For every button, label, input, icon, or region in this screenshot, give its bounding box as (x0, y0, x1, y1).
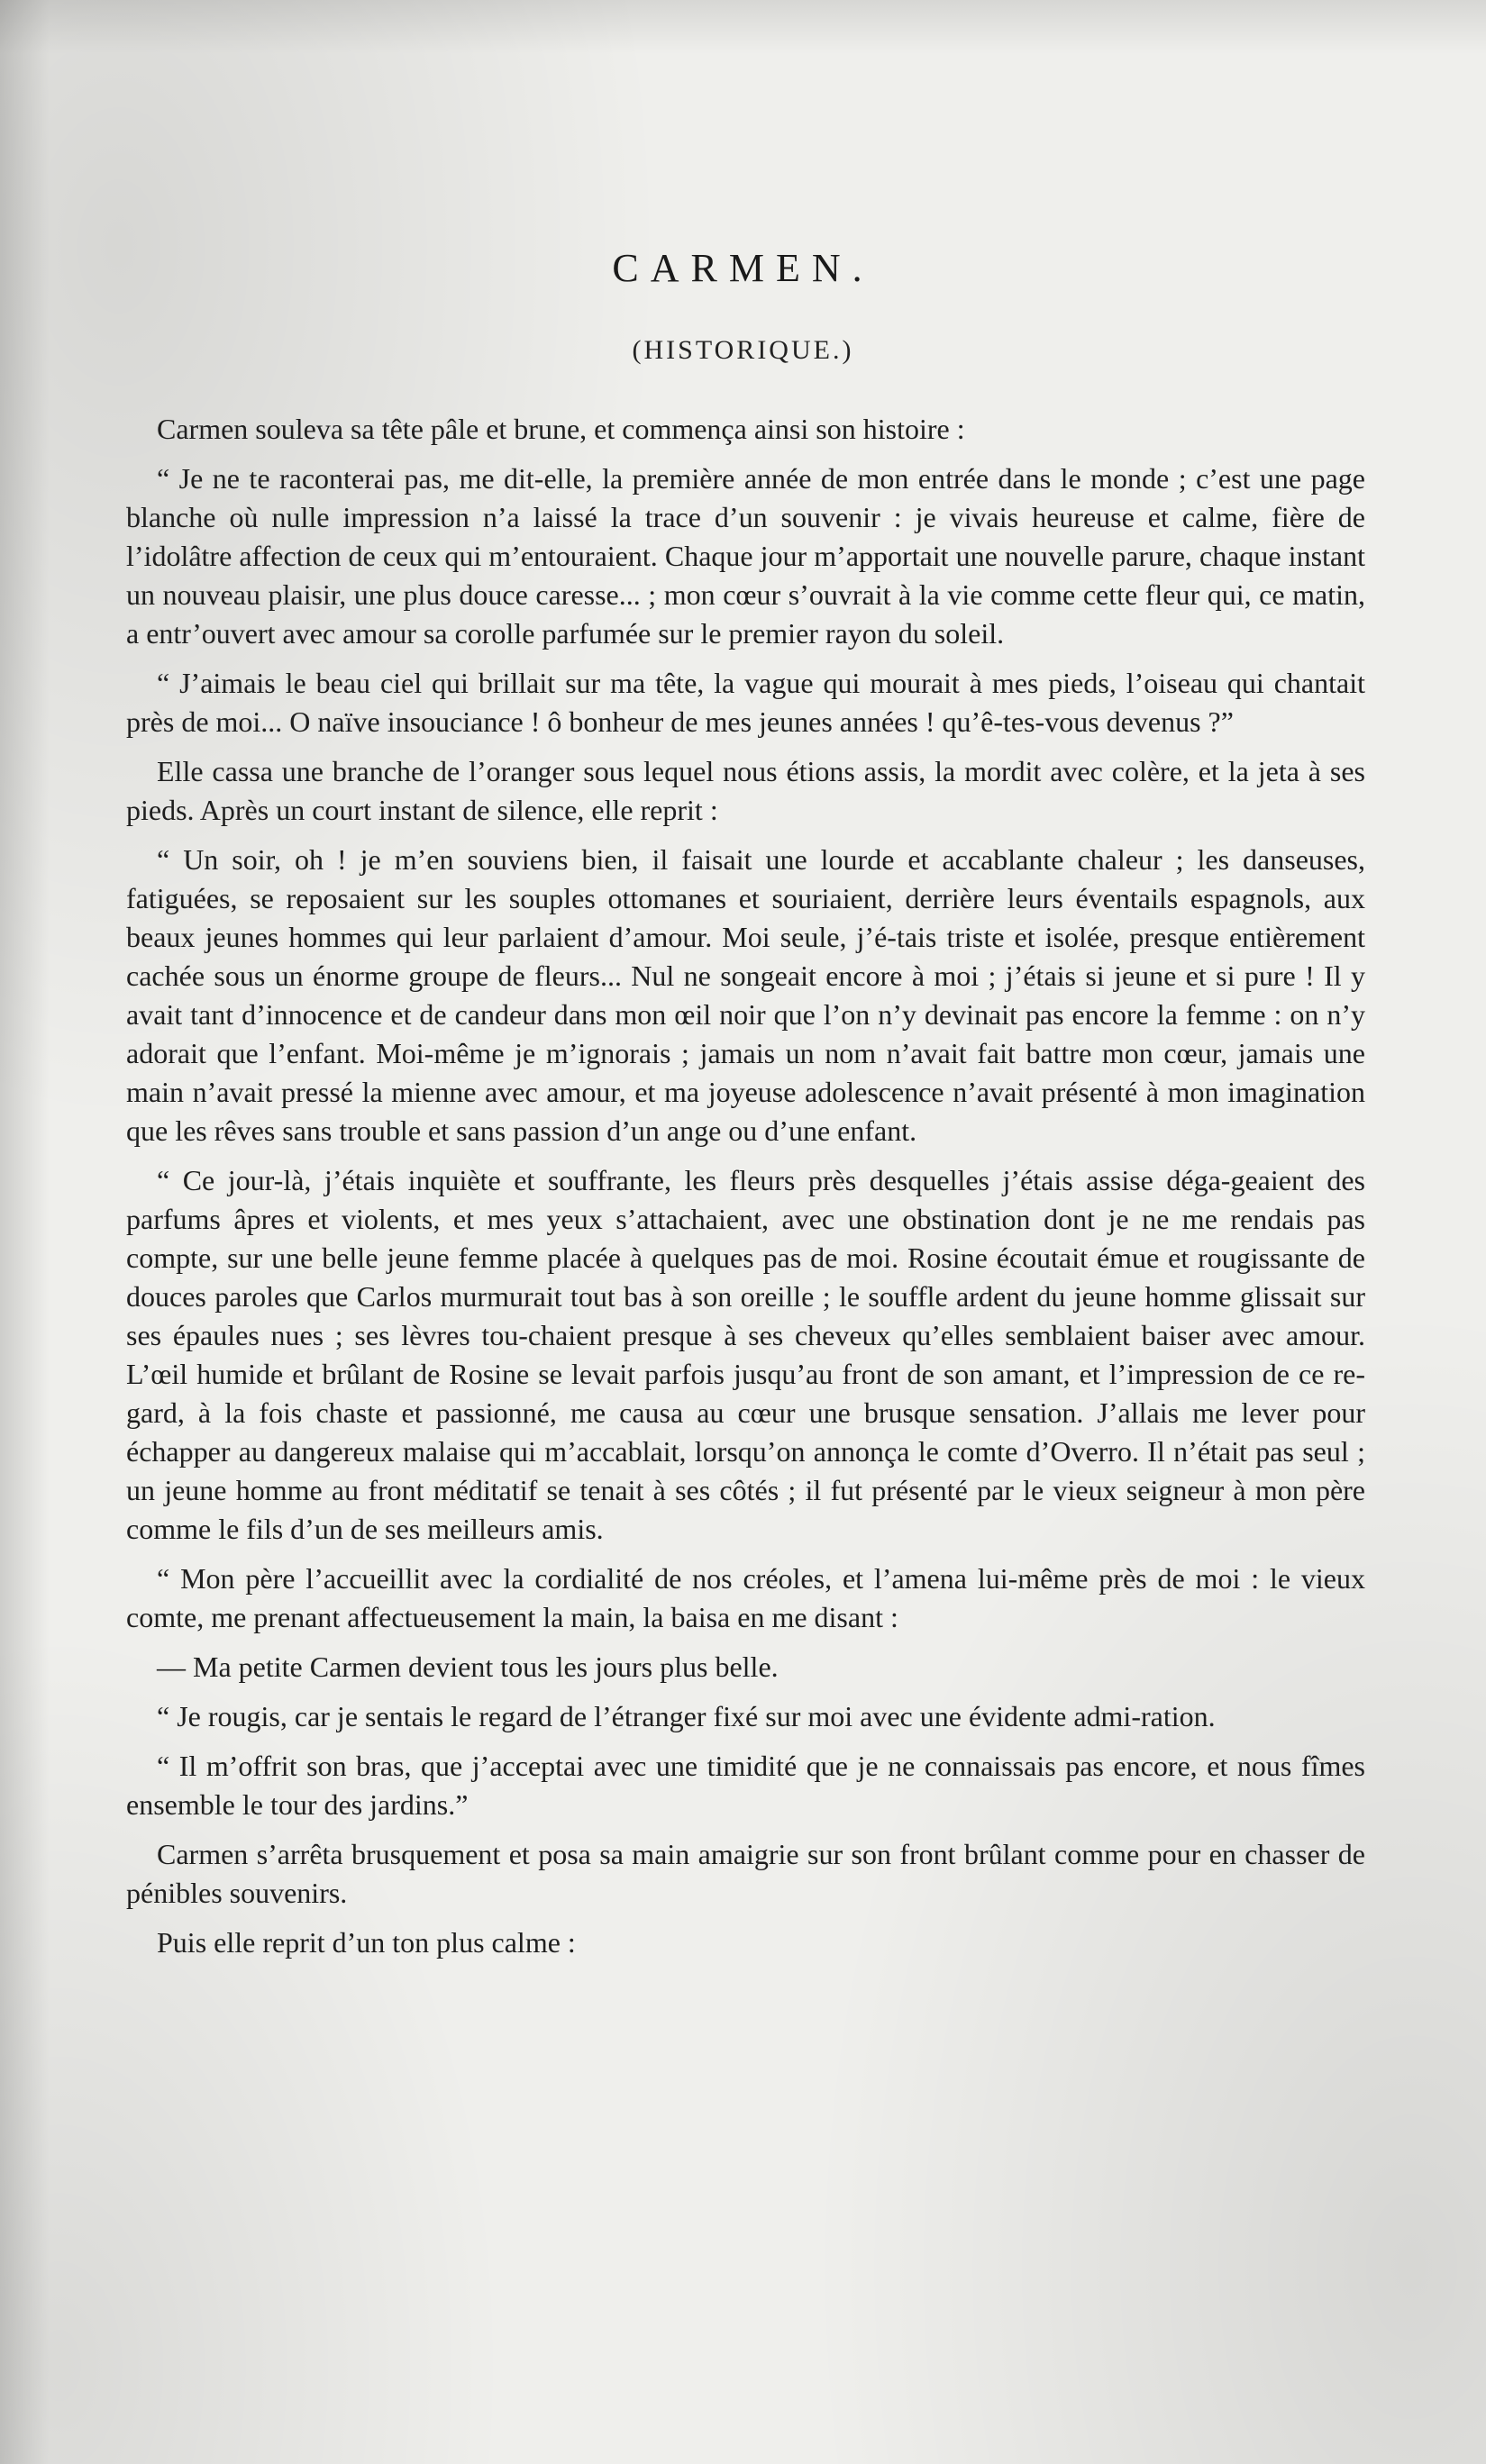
paragraph: “ J’aimais le beau ciel qui brillait sur ma tête, la vague qui mourait à mes pieds, l’oiseau qui chantait près de moi... O naïve insouciance ! ô bonheur de mes jeunes années ! qu’ê-tes-vous devenus ?” (126, 667, 1365, 738)
paragraph: “ Un soir, oh ! je m’en souviens bien, il faisait une lourde et accablante chaleur ; les danseuses, fatiguées, se reposaient sur les souples ottomanes et souriaient, derrière leurs éventails espagnols, aux beaux jeunes hommes qui leur parlaient d’amour. Moi seule, j’é-tais triste et isolée, presque entièrement cachée sous un énorme groupe de fleurs... Nul ne songeait encore à moi ; j’étais si jeune et si pure ! Il y avait tant d’innocence et de candeur dans mon œil noir que l’on n’y devinait pas encore la femme : on n’y adorait que l’enfant. Moi-même je m’ignorais ; jamais un nom n’avait fait battre mon cœur, jamais une main n’avait pressé la mienne avec amour, et ma joyeuse adolescence n’avait présenté à mon imagination que les rêves sans trouble et sans passion d’un ange ou d’une enfant. (126, 843, 1365, 1147)
body-text (126, 410, 1365, 1973)
chapter-subtitle: (HISTORIQUE.) (632, 335, 854, 365)
paragraph: Elle cassa une branche de l’oranger sous lequel nous étions assis, la mordit avec colère, et la jeta à ses pieds. Après un court instant de silence, elle reprit : (126, 755, 1365, 826)
paragraph: Carmen souleva sa tête pâle et brune, et commença ainsi son histoire : (157, 413, 965, 445)
paragraph: “ Je ne te raconterai pas, me dit-elle, la première année de mon entrée dans le monde ; c’est une page blanche où nulle impression n’a laissé la trace d’un souvenir : je vivais heureuse et calme, fière de l’idolâtre affection de ceux qui m’entouraient. Chaque jour m’apportait une nouvelle parure, chaque instant un nouveau plaisir, une plus douce caresse... ; mon cœur s’ouvrait à la vie comme cette fleur qui, ce matin, a entr’ouvert avec amour sa corolle parfumée sur le premier rayon du soleil. (126, 462, 1365, 650)
paragraph: — Ma petite Carmen devient tous les jours plus belle. (157, 1650, 779, 1683)
paragraph: “ Je rougis, car je sentais le regard de l’étranger fixé sur moi avec une évidente admi-ration. (157, 1700, 1216, 1732)
paragraph: “ Il m’offrit son bras, que j’acceptai avec une timidité que je ne connaissais pas encore, et nous fîmes ensemble le tour des jardins.” (126, 1750, 1365, 1821)
paragraph: Carmen s’arrêta brusquement et posa sa main amaigrie sur son front brûlant comme pour en chasser de pénibles souvenirs. (126, 1838, 1365, 1909)
paragraph: “ Mon père l’accueillit avec la cordialité de nos créoles, et l’amena lui-même près de moi : le vieux comte, me prenant affectueusement la main, la baisa en me disant : (126, 1562, 1365, 1633)
chapter-title: CARMEN. (612, 246, 874, 290)
paragraph: Puis elle reprit d’un ton plus calme : (157, 1926, 576, 1959)
paragraph: “ Ce jour-là, j’étais inquiète et souffrante, les fleurs près desquelles j’étais assise déga-geaient des parfums âpres et violents, et mes yeux s’attachaient, avec une obstination dont je ne me rendais pas compte, sur une belle jeune femme placée à quelques pas de moi. Rosine écoutait émue et rougissante de douces paroles que Carlos murmurait tout bas à son oreille ; le souffle ardent du jeune homme glissait sur ses épaules nues ; ses lèvres tou-chaient presque à ses cheveux qu’elles semblaient baiser avec amour. L’œil humide et brûlant de Rosine se levait parfois jusqu’au front de son amant, et l’impression de ce re-gard, à la fois chaste et passionné, me causa au cœur une brusque sensation. J’allais me lever pour échapper au dangereux malaise qui m’accablait, lorsqu’on annonça le comte d’Overro. Il n’était pas seul ; un jeune homme au front méditatif se tenait à ses côtés ; il fut présenté par le vieux seigneur à mon père comme le fils d’un de ses meilleurs amis. (126, 1164, 1365, 1545)
